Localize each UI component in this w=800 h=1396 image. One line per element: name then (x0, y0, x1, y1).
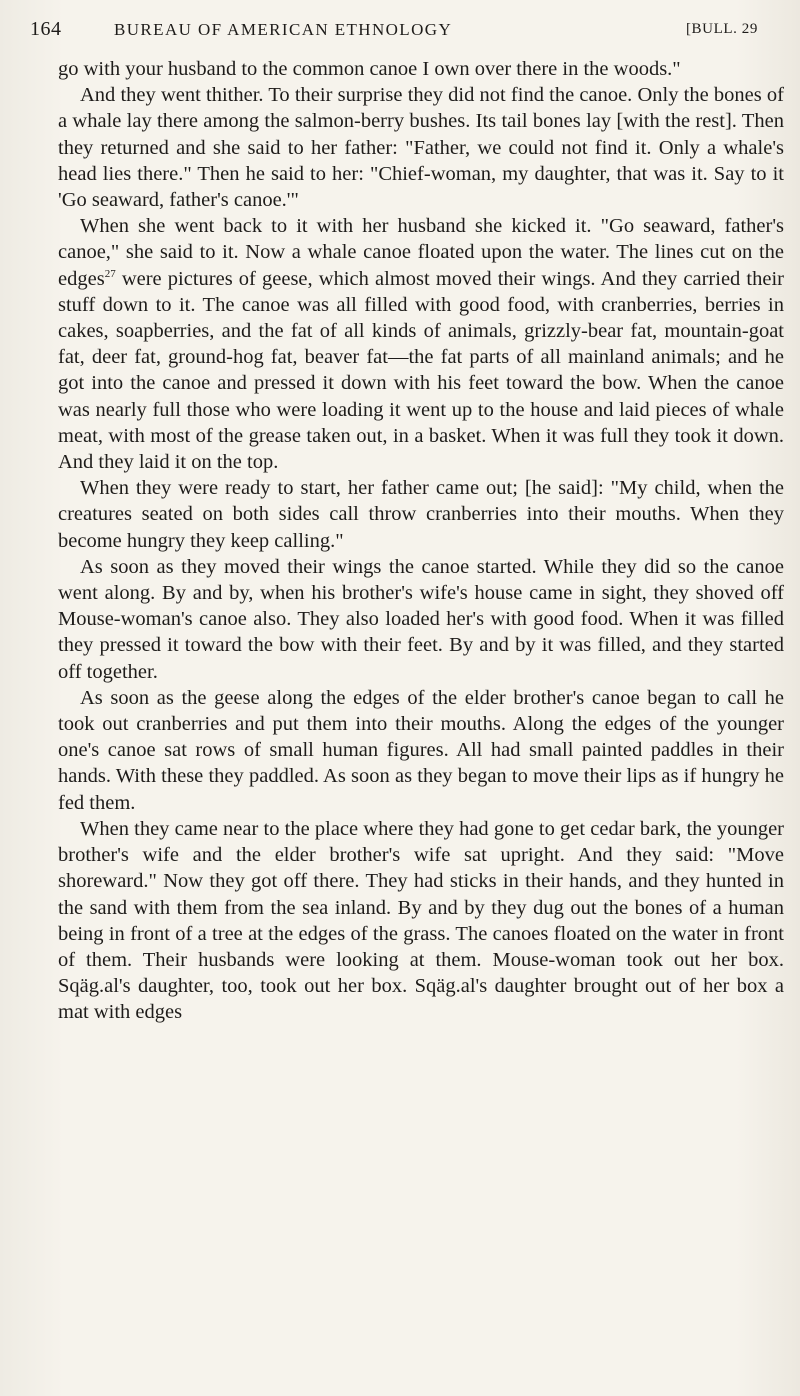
paragraph: When they came near to the place where they had gone to get cedar bark, the younger brother's wife and the elder brother's wife sat upright. And they said: "Move shoreward." Now they got off there. They had sticks in their hands, and they hunted in the sand with them from the sea inland. By and by they dug out the bones of a human being in front of a tree at the edges of the grass. The canoes floated on the water in front of them. Their husbands were looking at them. Mouse-woman took out her box. Sqäg.al's daughter, too, took out her box. Sqäg.al's daughter brought out of her box a mat with edges (58, 817, 784, 1024)
paragraph: As soon as the geese along the edges of the elder brother's canoe began to call he took out cranberries and put them into their mouths. Along the edges of the younger one's canoe sat rows of small human figures. All had small painted paddles in their hands. With these they paddled. As soon as they began to move their lips as if hungry he fed them. (58, 686, 784, 814)
paragraph: When they were ready to start, her father came out; [he said]: "My child, when the creatures seated on both sides call throw cranberries into their mouths. When they become hungry they keep calling." (58, 477, 784, 552)
page-header (30, 18, 758, 44)
paragraph: go with your husband to the common canoe I own over there in the woods." (58, 58, 681, 80)
bulletin-label: [BULL. 29 (685, 21, 758, 37)
body-text (58, 56, 784, 1026)
paragraph: And they went thither. To their surprise they did not find the canoe. Only the bones of a whale lay there among the salmon-berry bushes. Its tail bones lay [with the rest]. Then they returned and she said to her father: "Father, we could not find it. Only a whale's head lies there." Then he said to her: "Chief-woman, my daughter, that was it. Say to it 'Go seaward, father's canoe.'" (58, 84, 784, 212)
page-number: 164 (30, 18, 62, 40)
footnote-ref[interactable]: 27 (104, 267, 116, 280)
running-title: BUREAU OF AMERICAN ETHNOLOGY (114, 20, 453, 39)
paragraph: When she went back to it with her husband she kicked it. "Go seaward, father's canoe," she said to it. Now a whale canoe floated upon the water. The lines cut on the edges$^{27}$ were pictures of geese, which almost moved their wings. And they carried their stuff down to it. The canoe was all filled with good food, with cranberries, berries in cakes, soapberries, and the fat of all kinds of animals, grizzly-bear fat, mountain-goat fat, deer fat, ground-hog fat, beaver fat—the fat parts of all mainland animals; and he got into the canoe and pressed it down with his feet toward the bow. When the canoe was nearly full those who were loading it went up to the house and laid pieces of whale meat, with most of the grease taken out, in a basket. When it was full they took it down. And they laid it on the top. (58, 215, 784, 474)
paragraph: As soon as they moved their wings the canoe started. While they did so the canoe went along. By and by, when his brother's wife's house came in sight, they shoved off Mouse-woman's canoe also. They also loaded her's with good food. When it was filled they pressed it toward the bow with their feet. By and by it was filled, and they started off together. (58, 555, 784, 683)
